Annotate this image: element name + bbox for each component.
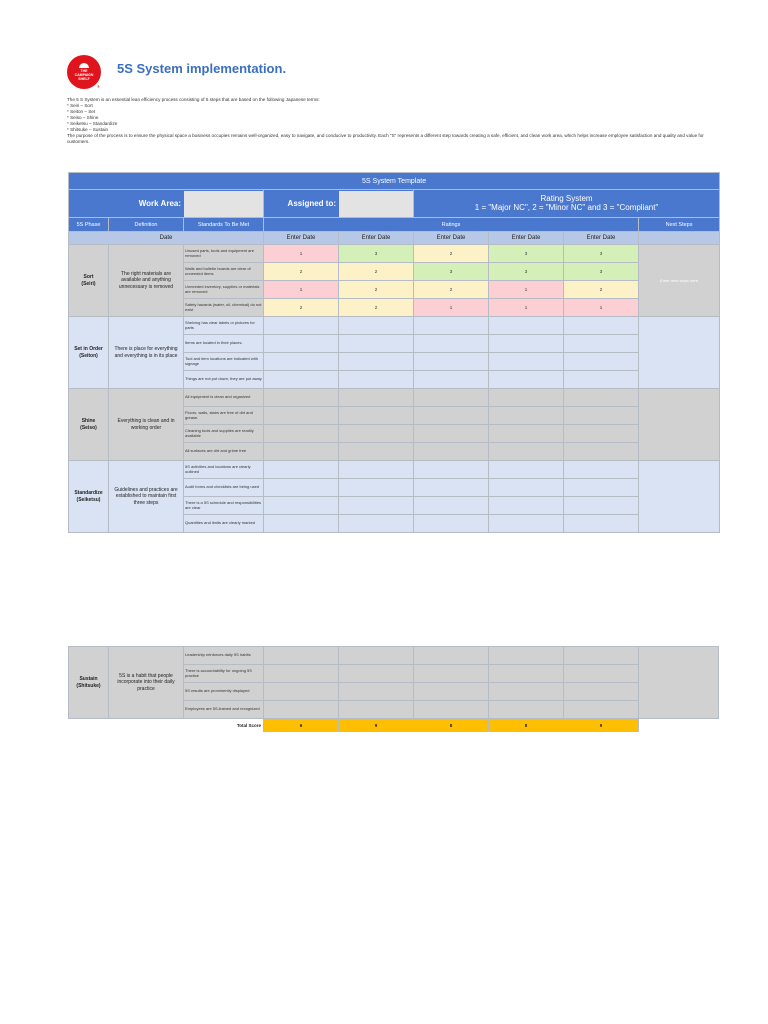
rating-cell[interactable] — [489, 683, 564, 701]
intro-lead: The 5 S System is an essential lean efficiency process consisting of 5 steps that are based on the following Japanese terms: — [67, 97, 320, 102]
phase-title: Sustain — [79, 676, 98, 682]
next-steps-cell[interactable] — [639, 647, 719, 719]
col-header-phase: 5S Phase — [69, 218, 109, 232]
rating-system-title: Rating System — [540, 194, 593, 204]
standard-text: Unneeded inventory, supplies or materials are removed — [184, 281, 264, 299]
rating-cell[interactable]: 1 — [564, 299, 639, 317]
phase-name — [69, 317, 109, 389]
phase-title: Standardize — [74, 490, 103, 496]
rating-cell[interactable] — [489, 701, 564, 719]
standard-text: Employees are 5S-trained and recognized — [184, 701, 264, 719]
next-steps-cell[interactable] — [639, 461, 720, 533]
rating-cell[interactable] — [264, 425, 339, 443]
rating-cell[interactable] — [339, 515, 414, 533]
total-score-value: 9 — [339, 719, 414, 732]
rating-cell[interactable] — [564, 407, 639, 425]
rating-cell[interactable]: 2 — [339, 299, 414, 317]
col-header-standards: Standards To Be Met — [184, 218, 264, 232]
standard-text: Things are not put down, they are put away — [184, 371, 264, 389]
rating-cell[interactable] — [339, 701, 414, 719]
rating-cell[interactable] — [414, 425, 489, 443]
rating-cell[interactable] — [489, 443, 564, 461]
rating-cell[interactable]: 2 — [414, 245, 489, 263]
rating-cell[interactable] — [264, 701, 339, 719]
rating-cell[interactable] — [264, 317, 339, 335]
next-steps-cell[interactable]: Enter next steps here — [639, 245, 720, 317]
next-steps-cell[interactable] — [639, 389, 720, 461]
phase-title: Shine — [81, 418, 96, 424]
rating-cell[interactable] — [264, 665, 339, 683]
rating-cell[interactable] — [339, 479, 414, 497]
rating-cell[interactable]: 3 — [339, 245, 414, 263]
page-title: 5S System implementation. — [117, 61, 287, 76]
rating-cell[interactable] — [564, 425, 639, 443]
intro-term: * Seiri – Sort — [67, 102, 93, 108]
standard-text: Audit forms and checklists are being used — [184, 479, 264, 497]
standard-text: There is a 5S schedule and responsibilities are clear — [184, 497, 264, 515]
rating-cell[interactable]: 2 — [264, 263, 339, 281]
intro-term: * Seiton – Set — [67, 108, 96, 114]
rating-cell[interactable] — [339, 335, 414, 353]
col-header-ratings: Ratings — [264, 218, 639, 232]
rating-cell[interactable] — [489, 515, 564, 533]
col-header-next-steps: Next Steps — [639, 218, 720, 232]
rating-cell[interactable] — [264, 353, 339, 371]
rating-cell[interactable] — [264, 515, 339, 533]
rating-cell[interactable]: 1 — [264, 245, 339, 263]
phase-japanese: (Seiri) — [81, 280, 96, 287]
standard-text: Items are located in their places. — [184, 335, 264, 353]
rating-cell[interactable] — [564, 665, 639, 683]
rating-cell[interactable] — [264, 497, 339, 515]
rating-cell[interactable]: 3 — [564, 263, 639, 281]
rating-cell[interactable] — [564, 683, 639, 701]
phase-definition: The right materials are available and anything unnecessary is removed — [109, 245, 184, 317]
phase-title: Sort — [83, 274, 94, 280]
rating-cell[interactable] — [264, 407, 339, 425]
rating-cell[interactable] — [414, 407, 489, 425]
standard-text: There is accountability for ongoing 5S practice — [184, 665, 264, 683]
total-score-value: 8 — [489, 719, 564, 732]
rating-cell[interactable] — [489, 371, 564, 389]
total-score-value: 9 — [564, 719, 639, 732]
rating-cell[interactable] — [489, 407, 564, 425]
rating-cell[interactable] — [414, 665, 489, 683]
rating-cell[interactable] — [264, 335, 339, 353]
rating-cell[interactable] — [264, 479, 339, 497]
rating-cell[interactable] — [339, 389, 414, 407]
rating-cell[interactable] — [339, 461, 414, 479]
rating-cell[interactable] — [564, 389, 639, 407]
rating-cell[interactable] — [489, 665, 564, 683]
rating-cell[interactable] — [339, 497, 414, 515]
rating-system — [414, 190, 720, 218]
total-score-value: 6 — [264, 719, 339, 732]
rating-cell[interactable] — [414, 371, 489, 389]
5s-template-table-continued — [68, 646, 719, 732]
date-input[interactable]: Enter Date — [489, 232, 564, 245]
rating-cell[interactable] — [564, 461, 639, 479]
rating-cell[interactable] — [414, 461, 489, 479]
rating-cell[interactable]: 2 — [339, 263, 414, 281]
assigned-to-input[interactable] — [339, 191, 413, 217]
rating-cell[interactable] — [489, 389, 564, 407]
standard-text: All equipment is clean and organized — [184, 389, 264, 407]
rating-cell[interactable] — [564, 515, 639, 533]
rating-cell[interactable]: 3 — [489, 245, 564, 263]
rating-cell[interactable] — [489, 461, 564, 479]
phase-japanese: (Seiso) — [80, 424, 97, 431]
template-title: 5S System Template — [69, 173, 720, 190]
rating-cell[interactable]: 3 — [414, 263, 489, 281]
logo-registered-mark: ® — [97, 84, 100, 89]
rating-cell[interactable]: 2 — [339, 281, 414, 299]
standard-text: Safety hazards (water, oil, chemical) do not exist — [184, 299, 264, 317]
rating-cell[interactable] — [339, 683, 414, 701]
intro-term: * Seiketsu – Standardize — [67, 120, 118, 126]
phase-name — [69, 647, 109, 719]
standard-text: 5S activities and locations are clearly outlined — [184, 461, 264, 479]
rating-cell[interactable] — [339, 353, 414, 371]
rating-cell[interactable] — [414, 497, 489, 515]
total-row-spacer — [639, 719, 719, 732]
rating-cell[interactable] — [564, 353, 639, 371]
work-area-label: Work Area: — [138, 199, 181, 208]
rating-cell[interactable] — [564, 317, 639, 335]
phase-definition: Everything is clean and in working order — [109, 389, 184, 461]
rating-cell[interactable] — [564, 371, 639, 389]
rating-cell[interactable] — [564, 335, 639, 353]
intro-text — [67, 97, 707, 145]
rating-system-legend: 1 = "Major NC", 2 = "Minor NC" and 3 = "Compliant" — [474, 202, 659, 212]
logo-text-1: THE — [80, 68, 88, 73]
date-input[interactable]: Enter Date — [264, 232, 339, 245]
rating-cell[interactable]: 2 — [414, 281, 489, 299]
col-header-definition: Definition — [109, 218, 184, 232]
date-input[interactable]: Enter Date — [564, 232, 639, 245]
phase-definition: Guidelines and practices are established to maintain first three steps — [109, 461, 184, 533]
phase-japanese: (Shitsuke) — [76, 682, 101, 689]
phase-definition: 5S is a habit that people incorporate into their daily practice — [109, 647, 184, 719]
rating-cell[interactable] — [339, 425, 414, 443]
company-logo — [67, 55, 101, 89]
work-area-input[interactable] — [184, 191, 263, 217]
rating-cell[interactable] — [564, 479, 639, 497]
rating-cell[interactable] — [264, 647, 339, 665]
rating-cell[interactable] — [489, 317, 564, 335]
rating-cell[interactable] — [564, 701, 639, 719]
phase-name — [69, 245, 109, 317]
rating-cell[interactable] — [264, 683, 339, 701]
standard-text: All surfaces are dirt and grime free — [184, 443, 264, 461]
rating-cell[interactable]: 2 — [564, 281, 639, 299]
rating-cell[interactable] — [414, 683, 489, 701]
rating-cell[interactable] — [489, 647, 564, 665]
rating-cell[interactable] — [489, 479, 564, 497]
rating-cell[interactable] — [414, 479, 489, 497]
rating-cell[interactable] — [339, 317, 414, 335]
date-input[interactable]: Enter Date — [414, 232, 489, 245]
standard-text: Walls and bulletin boards are clear of unneeded items — [184, 263, 264, 281]
logo-hat-icon — [79, 63, 89, 68]
intro-term: * Seiso – Shine — [67, 114, 99, 120]
rating-cell[interactable]: 1 — [489, 281, 564, 299]
standard-text: Quantities and limits are clearly marked — [184, 515, 264, 533]
rating-cell[interactable] — [339, 371, 414, 389]
standard-text: Unused parts, tools and equipment are removed — [184, 245, 264, 263]
5s-template-table — [68, 172, 720, 533]
rating-cell[interactable] — [564, 497, 639, 515]
standard-text: 5S results are prominently displayed — [184, 683, 264, 701]
rating-cell[interactable] — [339, 443, 414, 461]
rating-cell[interactable]: 1 — [264, 281, 339, 299]
logo-text-2: CAMPAIGN — [74, 72, 94, 77]
standard-text: Shelving has clear labels or pictures for parts — [184, 317, 264, 335]
rating-cell[interactable] — [414, 443, 489, 461]
logo-text-3: SHELF — [78, 77, 90, 82]
rating-cell[interactable] — [414, 701, 489, 719]
rating-cell[interactable] — [564, 647, 639, 665]
rating-cell[interactable] — [489, 335, 564, 353]
rating-cell[interactable] — [264, 443, 339, 461]
rating-cell[interactable] — [564, 443, 639, 461]
total-score-value: 8 — [414, 719, 489, 732]
phase-japanese: (Seiton) — [79, 352, 98, 359]
rating-cell[interactable]: 1 — [489, 299, 564, 317]
total-score-label: Total Score — [69, 719, 264, 732]
next-steps-cell[interactable] — [639, 317, 720, 389]
rating-cell[interactable] — [339, 407, 414, 425]
standard-text: Tool and item locations are indicated with signage — [184, 353, 264, 371]
rating-cell[interactable] — [339, 665, 414, 683]
rating-cell[interactable]: 1 — [414, 299, 489, 317]
rating-cell[interactable]: 2 — [264, 299, 339, 317]
phase-japanese: (Seiketsu) — [76, 496, 101, 503]
intro-purpose: The purpose of the process is to ensure the physical space a business occupies remains well-organized, easy to navigate, and conducive to productivity. Each "S" represents a different step towards creating a safe, efficient, and clean work area, which helps increase employee satisfaction and quality and value for customers. — [67, 132, 704, 144]
rating-cell[interactable] — [489, 497, 564, 515]
rating-cell[interactable] — [414, 389, 489, 407]
phase-title: Set in Order — [74, 346, 103, 352]
date-label: Date — [69, 232, 264, 245]
date-input[interactable]: Enter Date — [339, 232, 414, 245]
rating-cell[interactable] — [264, 389, 339, 407]
standard-text: Cleaning tools and supplies are readily available — [184, 425, 264, 443]
rating-cell[interactable] — [414, 335, 489, 353]
rating-cell[interactable] — [414, 515, 489, 533]
rating-cell[interactable] — [414, 647, 489, 665]
intro-term: * Shitsuke – Sustain — [67, 126, 109, 132]
rating-cell[interactable] — [414, 317, 489, 335]
phase-name — [69, 461, 109, 533]
rating-cell[interactable] — [489, 425, 564, 443]
rating-cell[interactable] — [264, 461, 339, 479]
rating-cell[interactable] — [264, 371, 339, 389]
rating-cell[interactable]: 3 — [564, 245, 639, 263]
rating-cell[interactable] — [414, 353, 489, 371]
phase-name — [69, 389, 109, 461]
standard-text: Floors, walls, stairs are free of dirt and grease. — [184, 407, 264, 425]
rating-cell[interactable] — [489, 353, 564, 371]
assigned-to-label: Assigned to: — [287, 199, 336, 208]
phase-definition: There is place for everything and everything is in its place — [109, 317, 184, 389]
standard-text: Leadership reinforces daily 5S habits — [184, 647, 264, 665]
rating-cell[interactable] — [339, 647, 414, 665]
rating-cell[interactable]: 3 — [489, 263, 564, 281]
